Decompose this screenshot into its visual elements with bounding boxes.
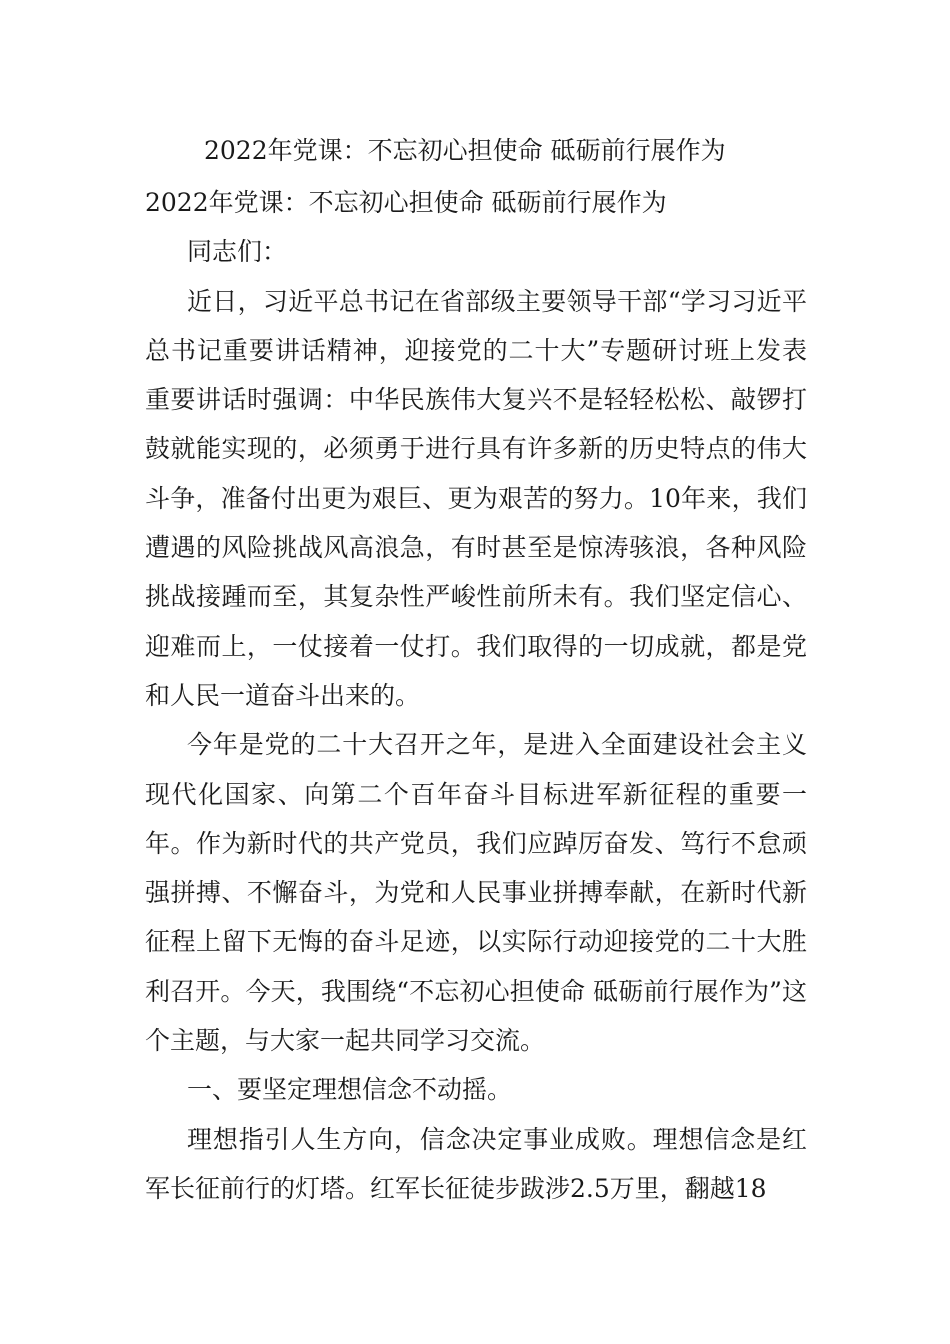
body-paragraph: 近日，习近平总书记在省部级主要领导干部“学习习近平总书记重要讲话精神，迎接党的二十大”专题研讨班上发表重要讲话时强调：中华民族伟大复兴不是轻轻松松、敲锣打鼓就能实现的，必须勇于进行具有许多新的历史特点的伟大斗争，准备付出更为艰巨、更为艰苦的努力。10年来，我们遭遇的风险挑战风高浪急，有时甚至是惊涛骇浪，各种风险挑战接踵而至，其复杂性严峻性前所未有。我们坚定信心、迎难而上，一仗接着一仗打。我们取得的一切成就，都是党和人民一道奋斗出来的。 <box>145 286 807 710</box>
section-heading: 一、要坚定理想信念不动摇。 <box>187 1075 513 1105</box>
body-paragraph: 今年是党的二十大召开之年，是进入全面建设社会主义现代化国家、向第二个百年奋斗目标进军新征程的重要一年。作为新时代的共产党员，我们应踔厉奋发、笃行不怠顽强拼搏、不懈奋斗，为党和人民事业拼搏奉献，在新时代新征程上留下无悔的奋斗足迹，以实际行动迎接党的二十大胜利召开。今天，我围绕“不忘初心担使命 砥砺前行展作为”这个主题，与大家一起共同学习交流。 <box>145 730 807 1056</box>
subtitle-paragraph: 2022年党课：不忘初心担使命 砥砺前行展作为 <box>145 188 667 217</box>
document-title: 2022年党课：不忘初心担使命 砥砺前行展作为 <box>204 136 726 165</box>
document-body <box>145 178 807 1213</box>
salutation-paragraph: 同志们： <box>187 237 288 267</box>
body-paragraph: 理想指引人生方向，信念决定事业成败。理想信念是红军长征前行的灯塔。红军长征徒步跋涉2.5万里，翻越18 <box>145 1124 807 1203</box>
